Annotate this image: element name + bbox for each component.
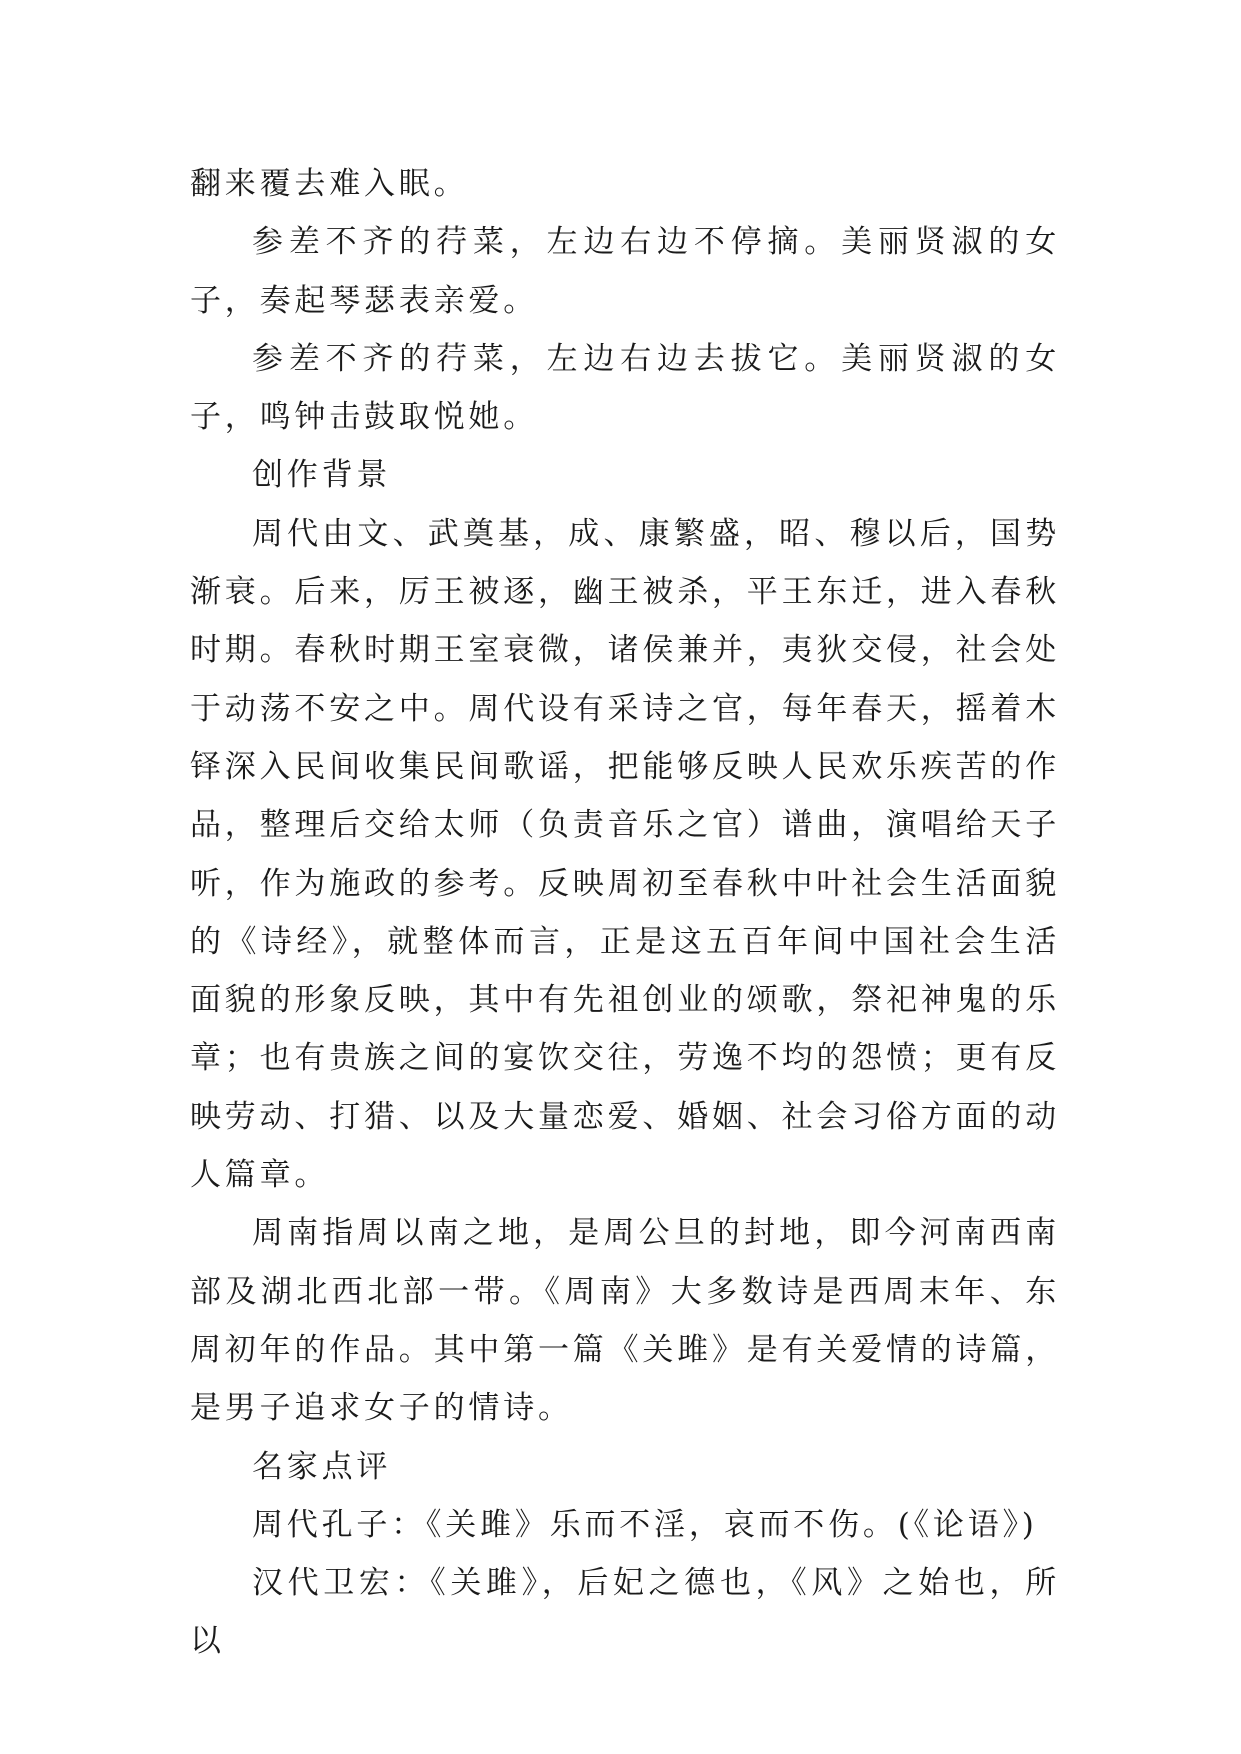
paragraph-background-history: 周代由文、武奠基，成、康繁盛，昭、穆以后，国势渐衰。后来，厉王被逐，幽王被杀，平王东迁，进入春秋时期。春秋时期王室衰微，诸侯兼并，夷狄交侵，社会处于动荡不安之中。周代设有采诗之官，每年春天，摇着木铎深入民间收集民间歌谣，把能够反映人民欢乐疾苦的作品，整理后交给太师（负责音乐之官）谱曲，演唱给天子听，作为施政的参考。反映周初至春秋中叶社会生活面貌的《诗经》，就整体而言，正是这五百年间中国社会生活面貌的形象反映，其中有先祖创业的颂歌，祭祀神鬼的乐章；也有贵族之间的宴饮交往，劳逸不均的怨愤；更有反映劳动、打猎、以及大量恋爱、婚姻、社会习俗方面的动人篇章。 bbox=[190, 515, 1060, 1194]
paragraph-background-zhounan: 周南指周以南之地，是周公旦的封地，即今河南西南部及湖北西北部一带。《周南》大多数诗是西周末年、东周初年的作品。其中第一篇《关雎》是有关爱情的诗篇，是男子追求女子的情诗。 bbox=[190, 1215, 1060, 1427]
paragraph-translation-stanza-5: 参差不齐的荇菜，左边右边去拔它。美丽贤淑的女子，鸣钟击鼓取悦她。 bbox=[190, 340, 1060, 436]
document-body bbox=[190, 155, 1060, 1671]
paragraph-review-weihong: 汉代卫宏：《关雎》，后妃之德也，《风》之始也，所以 bbox=[190, 1565, 1060, 1660]
paragraph-review-confucius: 周代孔子：《关雎》乐而不淫，哀而不伤。(《论语》) bbox=[252, 1506, 1038, 1543]
section-heading-background: 创作背景 bbox=[252, 457, 392, 494]
paragraph-continuation: 翻来覆去难入眠。 bbox=[190, 166, 469, 202]
section-heading-reviews: 名家点评 bbox=[252, 1448, 392, 1485]
paragraph-translation-stanza-4: 参差不齐的荇菜，左边右边不停摘。美丽贤淑的女子，奏起琴瑟表亲爱。 bbox=[190, 224, 1060, 319]
